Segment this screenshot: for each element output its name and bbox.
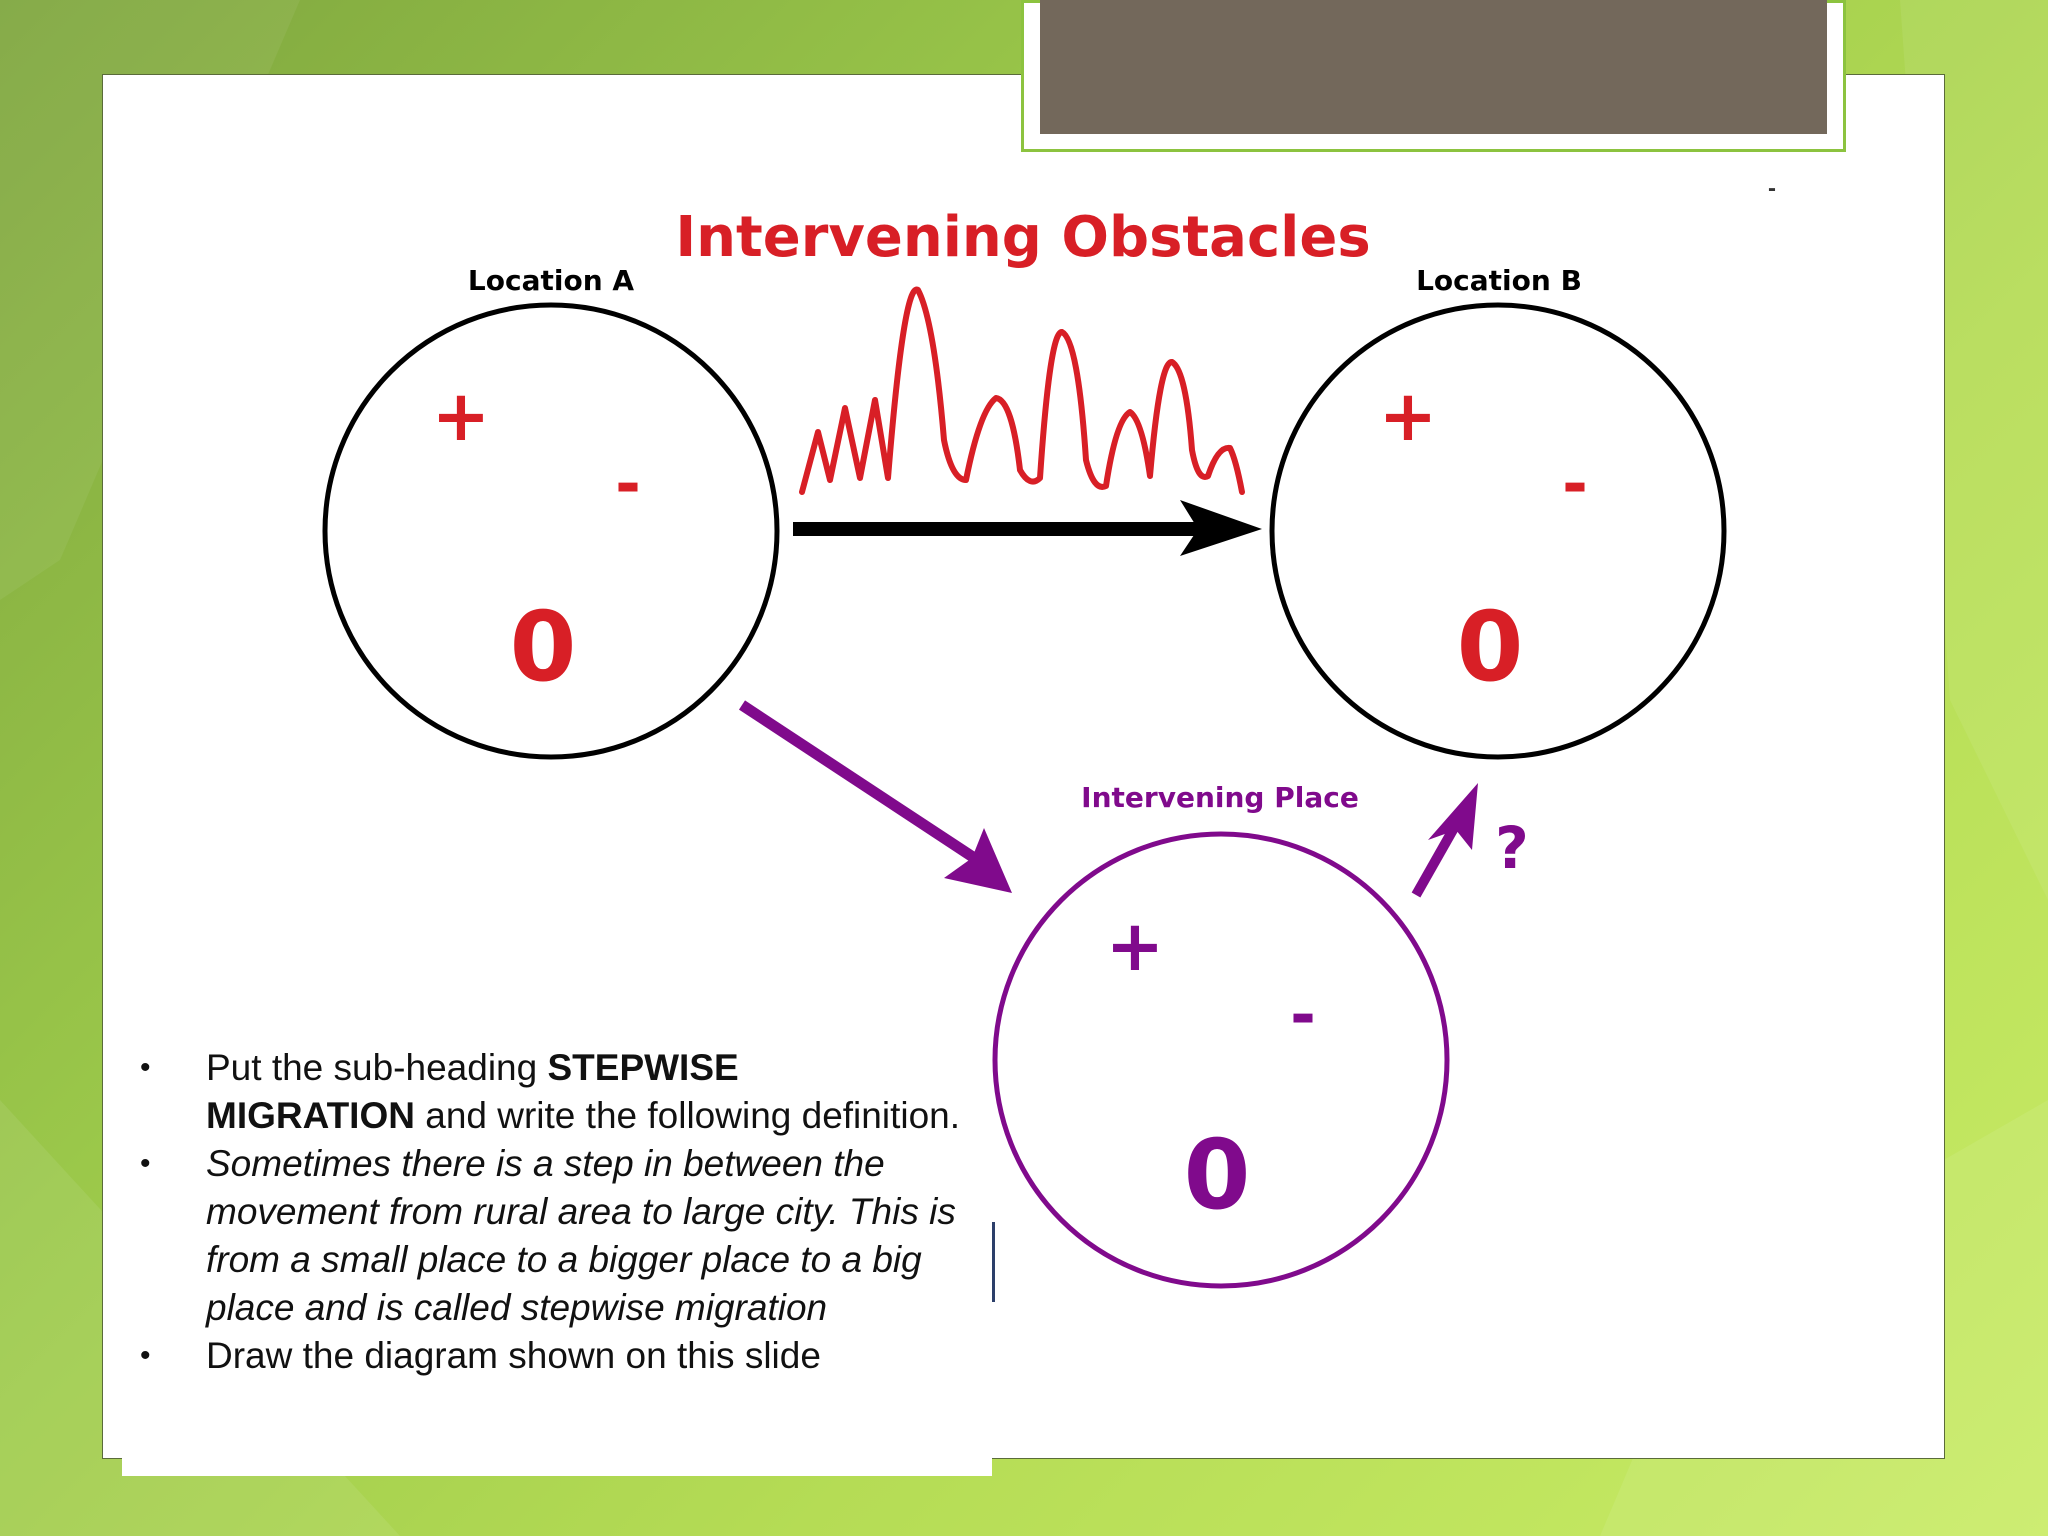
bullet-item-subheading — [122, 1044, 992, 1140]
obstacles-wave — [802, 290, 1242, 492]
location-b-plus: + — [1378, 375, 1438, 457]
bullet-dot: • — [140, 1051, 151, 1084]
location-b — [1272, 264, 1724, 757]
bullet-3-text: Draw the diagram shown on this slide — [206, 1335, 821, 1376]
bullet-2-definition: Sometimes there is a step in between the movement from rural area to large city. This is from a small place to a bigger place to a big place and is called stepwise migration — [206, 1143, 956, 1328]
bullet-item-definition — [122, 1140, 992, 1332]
location-a-minus: - — [615, 447, 641, 520]
stray-mark: - — [1768, 175, 1776, 202]
arrow-intervening-to-b — [1416, 783, 1478, 895]
bullet-list — [122, 1044, 992, 1380]
intervening-place-minus: - — [1290, 978, 1316, 1051]
bullet-1-bold-stepwise: STEPWISE — [547, 1047, 739, 1088]
intervening-place-plus: + — [1105, 905, 1165, 987]
intervening-place — [995, 781, 1447, 1286]
question-mark: ? — [1495, 814, 1529, 882]
location-b-zero: 0 — [1456, 591, 1524, 703]
bullet-1-bold-migration: MIGRATION — [206, 1095, 415, 1136]
location-b-minus: - — [1562, 447, 1588, 520]
intervening-place-label: Intervening Place — [1081, 781, 1359, 814]
location-a-plus: + — [431, 375, 491, 457]
location-a-label: Location A — [467, 264, 635, 297]
intervening-place-zero: 0 — [1183, 1119, 1251, 1231]
bullet-1-text-end: and write the following definition. — [414, 1095, 961, 1136]
body-text-box[interactable] — [122, 1032, 992, 1476]
bullet-1-text-start: Put the sub-heading — [206, 1047, 548, 1088]
location-a — [325, 264, 777, 757]
location-b-label: Location B — [1416, 264, 1582, 297]
bullet-dot: • — [140, 1147, 151, 1180]
bullet-item-draw — [122, 1332, 992, 1380]
diagram-title: Intervening Obstacles — [675, 205, 1371, 270]
location-a-zero: 0 — [509, 591, 577, 703]
arrow-a-to-b — [793, 500, 1262, 556]
arrow-a-to-intervening — [742, 705, 1012, 893]
text-cursor-mark — [992, 1222, 995, 1302]
bullet-dot: • — [140, 1339, 151, 1372]
